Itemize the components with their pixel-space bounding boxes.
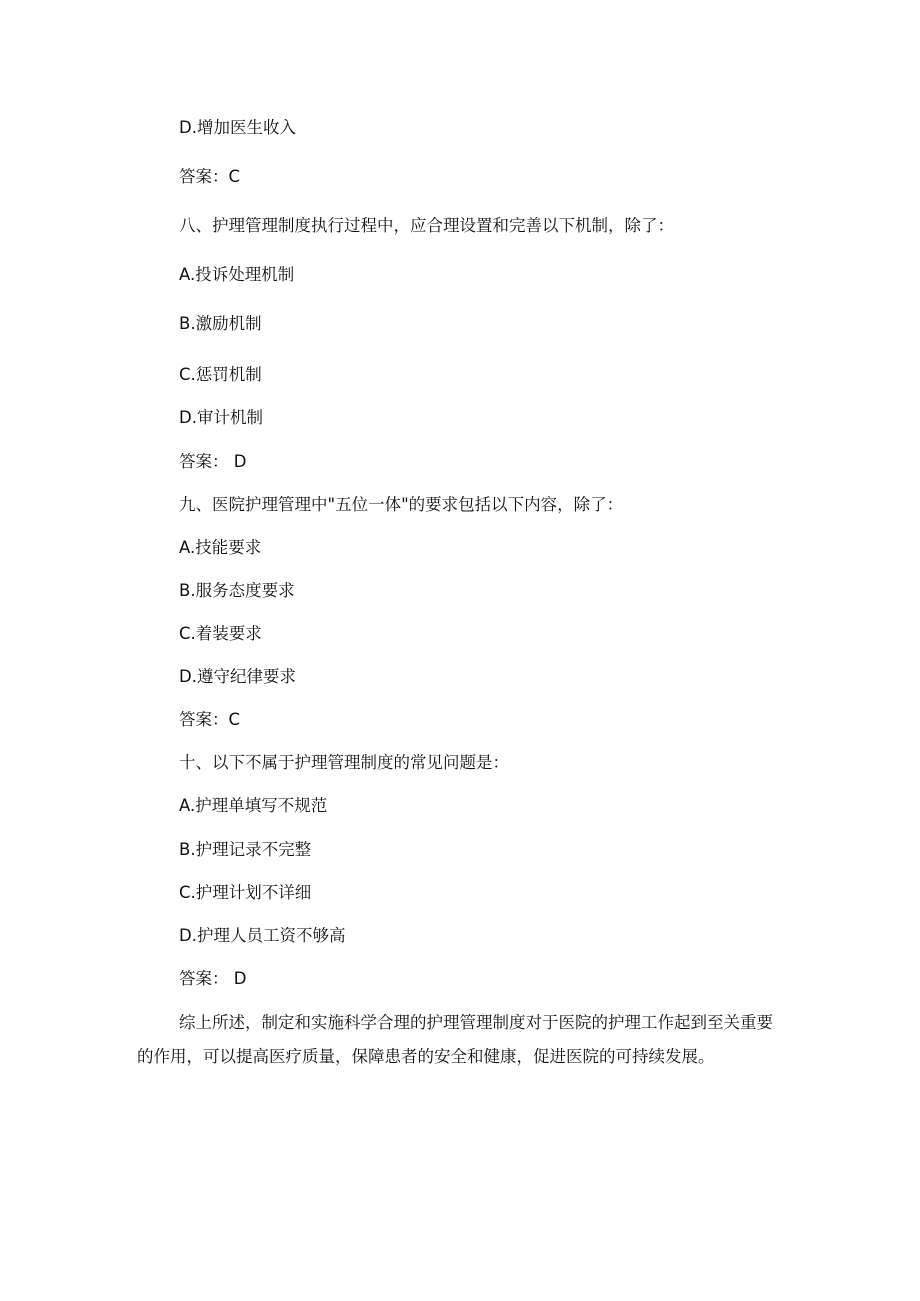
q9-option-a: A.技能要求 [179,538,262,557]
conclusion-paragraph [137,1006,787,1074]
q10-option-d: D.护理人员工资不够高 [179,926,346,945]
q10-option-c: C.护理计划不详细 [179,883,312,902]
q9-option-c: C.着装要求 [179,624,262,643]
q8-option-d: D.审计机制 [179,408,263,427]
q8-question: 八、护理管理制度执行过程中，应合理设置和完善以下机制，除了： [179,216,674,235]
q10-option-b: B.护理记录不完整 [179,840,312,859]
q9-question: 九、医院护理管理中"五位一体"的要求包括以下内容，除了： [179,495,624,514]
q10-answer: 答案： D [179,969,247,988]
q7-option-d: D.增加医生收入 [179,118,296,137]
q10-question: 十、以下不属于护理管理制度的常见问题是： [179,753,509,772]
q7-answer: 答案：C [179,167,241,186]
q9-answer: 答案：C [179,710,241,729]
conclusion-text: 综上所述，制定和实施科学合理的护理管理制度对于医院的护理工作起到至关重要的作用，可以提高医疗质量，保障患者的安全和健康，促进医院的可持续发展。 [137,1013,773,1066]
q8-option-b: B.激励机制 [179,314,262,333]
q9-option-b: B.服务态度要求 [179,581,295,600]
q9-option-d: D.遵守纪律要求 [179,667,296,686]
q8-answer: 答案： D [179,452,247,471]
q8-option-c: C.惩罚机制 [179,365,262,384]
q10-option-a: A.护理单填写不规范 [179,796,328,815]
q8-option-a: A.投诉处理机制 [179,265,295,284]
